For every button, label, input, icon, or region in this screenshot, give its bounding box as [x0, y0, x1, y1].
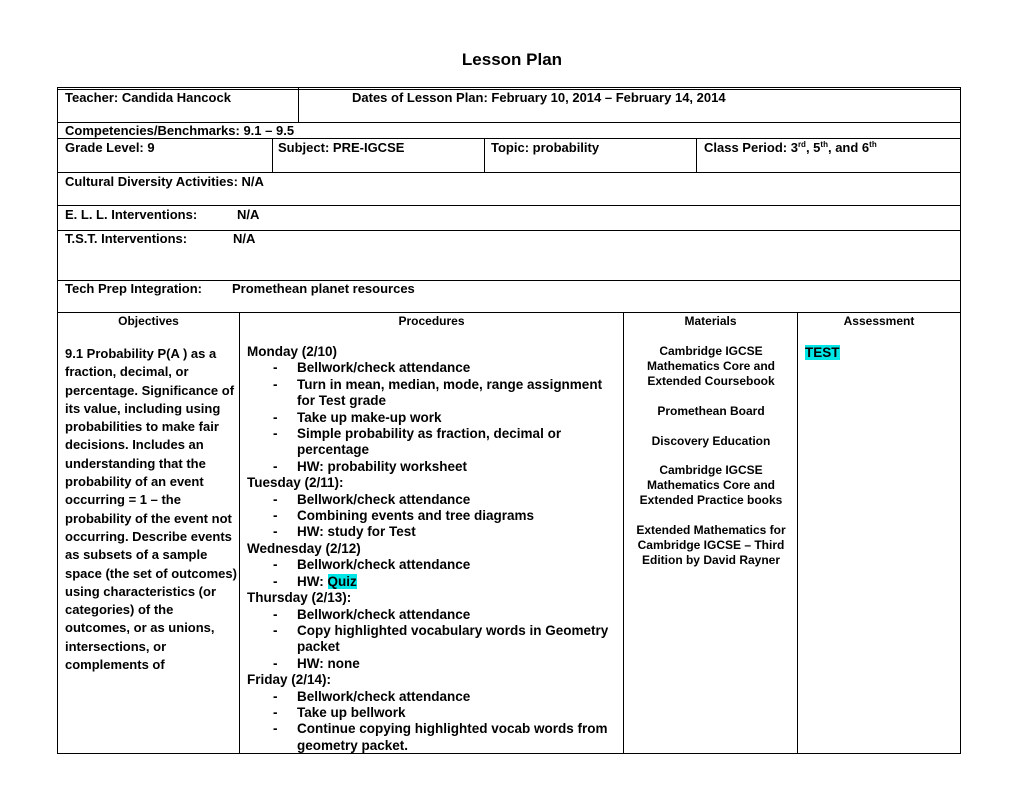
- list-item: - Bellwork/check attendance: [273, 360, 471, 376]
- wednesday-heading: Wednesday (2/12): [247, 540, 361, 556]
- cultural-diversity: Cultural Diversity Activities: N/A: [65, 174, 264, 189]
- objectives-heading: Objectives: [118, 314, 179, 328]
- procedures-heading: Procedures: [398, 314, 465, 328]
- list-item: - Copy highlighted vocabulary words in Geometry packet: [273, 622, 609, 655]
- friday-heading: Friday (2/14):: [247, 672, 332, 688]
- tst-interventions-value: N/A: [233, 231, 256, 246]
- tuesday-heading: Tuesday (2/11):: [247, 475, 344, 491]
- teacher-name: Teacher: Candida Hancock: [65, 90, 231, 105]
- competencies-benchmarks: Competencies/Benchmarks: 9.1 – 9.5: [65, 123, 295, 138]
- material-item: Cambridge IGCSE Mathematics Core and Extended Coursebook: [646, 344, 776, 388]
- grade-level: Grade Level: 9: [65, 140, 155, 155]
- list-item: - HW: none: [273, 655, 360, 671]
- quiz-highlight: Quiz: [327, 573, 357, 589]
- topic: Topic: probability: [491, 140, 600, 155]
- list-item: - Bellwork/check attendance: [273, 688, 471, 704]
- materials-heading: Materials: [684, 314, 737, 328]
- test-highlight: TEST: [805, 345, 840, 360]
- list-item: - Bellwork/check attendance: [273, 606, 471, 622]
- procedures-list: [247, 344, 619, 754]
- materials-list: [626, 344, 796, 583]
- objectives-text: 9.1 Probability P(A ) as a fraction, decimal, or percentage. Significance of its value, including using probabilities to make fair decisions. Includes an understanding that the probability of an event occurring = 1 – the probability of the event not occurring. Describe events as subsets of a sample space (the set of outcomes) using characteristics (or categories) of the outcomes, or as unions, intersections, or complements of: [65, 346, 237, 673]
- list-item: - Simple probability as fraction, decimal or percentage: [273, 426, 562, 458]
- ell-interventions-value: N/A: [237, 207, 260, 222]
- assessment-heading: Assessment: [843, 314, 915, 328]
- list-item: - HW: study for Test: [273, 524, 416, 540]
- ell-interventions-label: E. L. L. Interventions:: [65, 207, 198, 222]
- list-item: - HW: Quiz: [273, 573, 357, 589]
- tech-prep-label: Tech Prep Integration:: [65, 281, 202, 296]
- monday-heading: Monday (2/10): [247, 344, 338, 359]
- lesson-dates: Dates of Lesson Plan: February 10, 2014 – February 14, 2014: [352, 90, 726, 105]
- subject: Subject: PRE-IGCSE: [278, 140, 405, 155]
- list-item: - Take up bellwork: [273, 704, 406, 720]
- class-period: Class Period: 3rd, 5th, and 6th: [704, 140, 877, 155]
- material-item: Cambridge IGCSE Mathematics Core and Extended Practice books: [639, 463, 783, 508]
- list-item: - HW: probability worksheet: [273, 458, 468, 474]
- material-item: Promethean Board: [657, 403, 765, 418]
- list-item: - Take up make-up work: [273, 409, 442, 425]
- list-item: - Combining events and tree diagrams: [273, 508, 535, 524]
- tst-interventions-label: T.S.T. Interventions:: [65, 231, 188, 246]
- material-item: Extended Mathematics for Cambridge IGCSE – Third Edition by David Rayner: [636, 523, 786, 568]
- list-item: - Continue copying highlighted vocab words from geometry packet.: [273, 721, 608, 753]
- list-item: - Turn in mean, median, mode, range assignment for Test grade: [273, 376, 603, 409]
- thursday-heading: Thursday (2/13):: [247, 590, 352, 606]
- list-item: - Bellwork/check attendance: [273, 557, 471, 573]
- list-item: - Bellwork/check attendance: [273, 491, 471, 507]
- document-title: Lesson Plan: [461, 50, 563, 69]
- assessment-value: [805, 345, 840, 360]
- tech-prep-value: Promethean planet resources: [232, 281, 415, 296]
- material-item: Discovery Education: [651, 433, 771, 448]
